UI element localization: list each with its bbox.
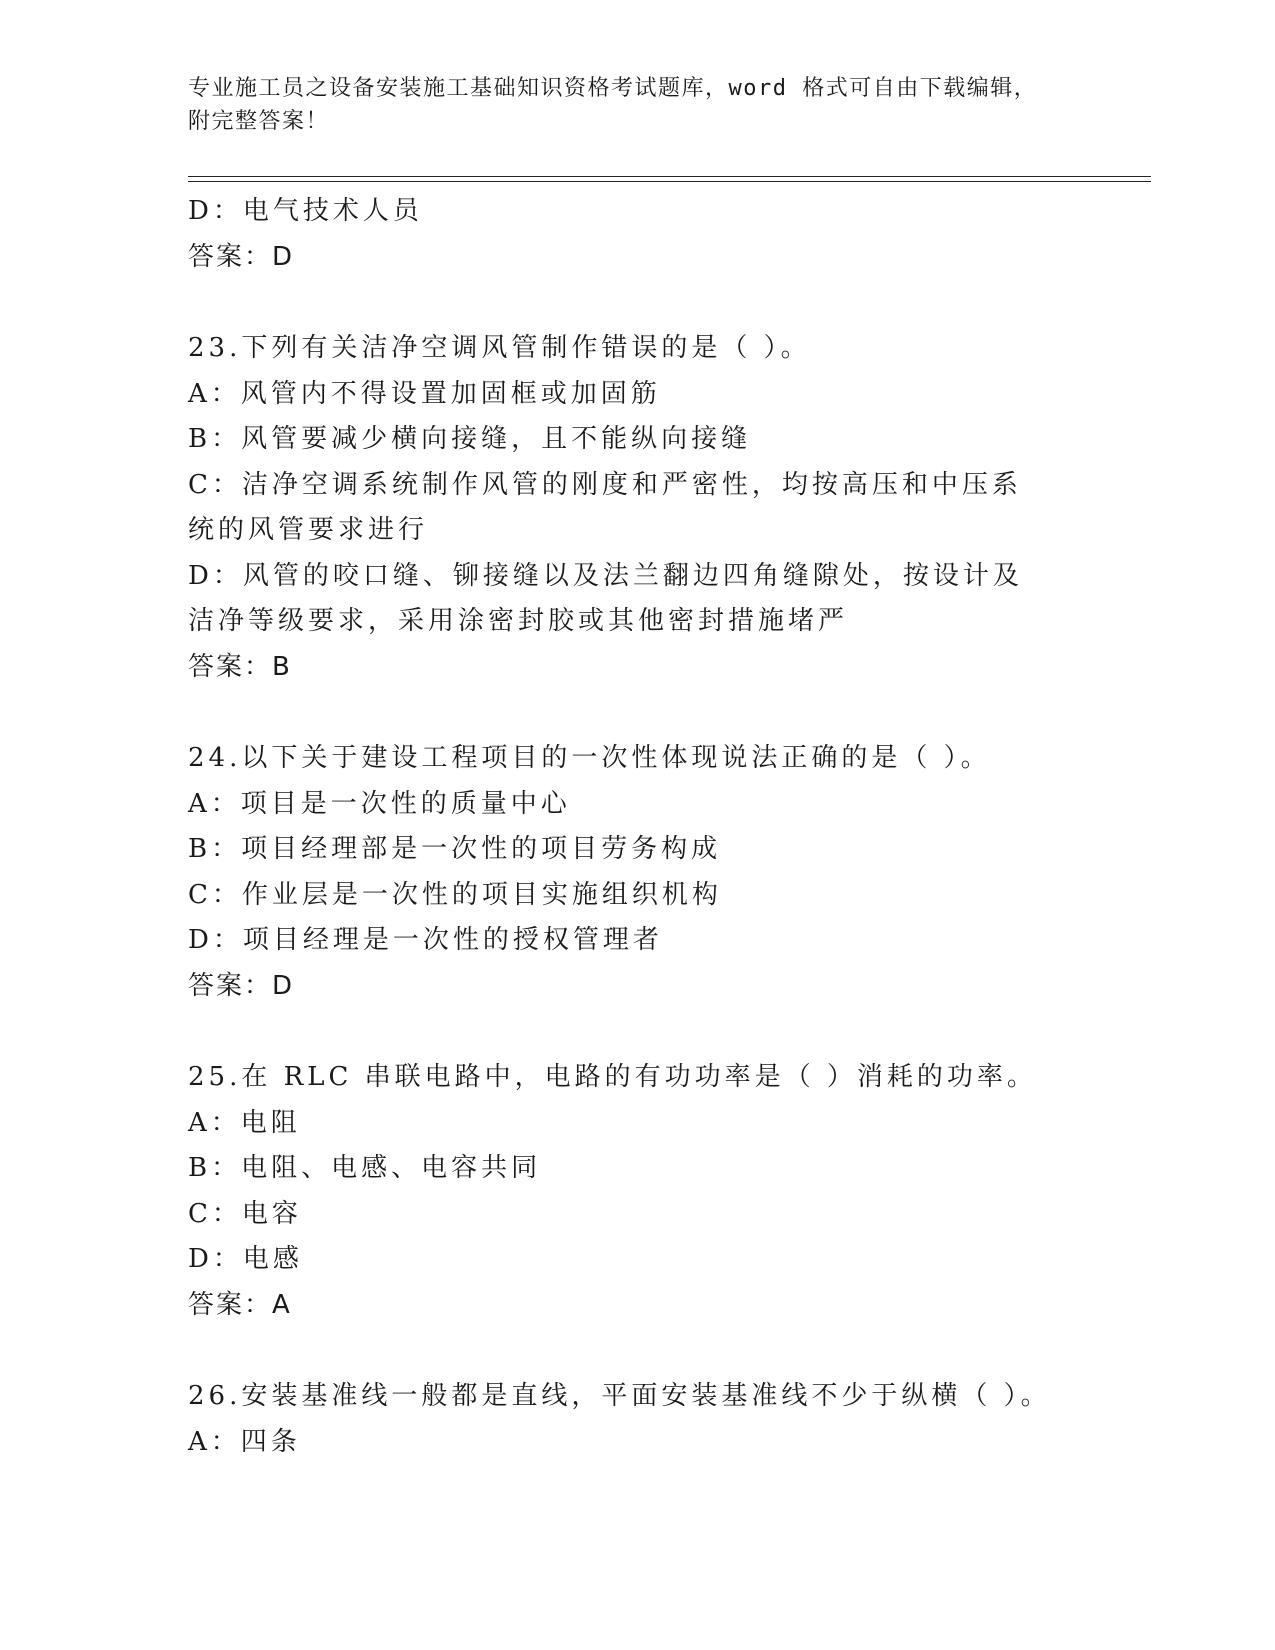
answer-label: 答案：	[188, 970, 273, 1001]
question-25	[188, 1055, 1088, 1328]
option-a: A：电阻	[188, 1107, 301, 1138]
option-a: A：四条	[188, 1426, 301, 1457]
document-header	[188, 72, 1068, 138]
answer-label: 答案：	[188, 651, 273, 682]
option-d: D：项目经理是一次性的授权管理者	[188, 925, 663, 955]
question-23	[188, 326, 1088, 690]
question-stem: 26.安装基准线一般都是直线，平面安装基准线不少于纵横（ ）。	[188, 1381, 1051, 1411]
answer-line	[188, 645, 1088, 691]
answer-line	[188, 235, 1088, 281]
option-c: C：电容	[188, 1198, 302, 1229]
question-26	[188, 1374, 1088, 1465]
question-stem: 23.下列有关洁净空调风管制作错误的是（ ）。	[188, 333, 811, 363]
answer-value: B	[272, 651, 291, 682]
question-continuation	[188, 189, 1088, 280]
option-b: B：项目经理部是一次性的项目劳务构成	[188, 834, 722, 864]
option-d: D：电气技术人员	[188, 196, 423, 226]
option-d: D：电感	[188, 1244, 303, 1274]
option-b: B：电阻、电感、电容共同	[188, 1153, 542, 1183]
option-c: C：作业层是一次性的项目实施组织机构	[188, 879, 722, 910]
answer-value: D	[272, 970, 294, 1001]
question-stem: 24.以下关于建设工程项目的一次性体现说法正确的是（ ）。	[188, 743, 991, 773]
answer-value: A	[272, 1289, 291, 1320]
answer-label: 答案：	[188, 1289, 273, 1320]
option-c: C：洁净空调系统制作风管的刚度和严密性，均按高压和中压系统的风管要求进行	[188, 469, 1022, 545]
answer-line	[188, 1283, 1088, 1329]
header-divider-top	[188, 176, 1151, 177]
answer-label: 答案：	[188, 241, 273, 272]
question-stem: 25.在 RLC 串联电路中，电路的有功功率是（ ）消耗的功率。	[188, 1062, 1037, 1092]
header-line-1: 专业施工员之设备安装施工基础知识资格考试题库，word 格式可自由下载编辑，	[188, 76, 1038, 101]
question-24	[188, 736, 1088, 1009]
header-line-2: 附完整答案！	[188, 109, 330, 134]
header-divider-bottom	[188, 181, 1151, 182]
option-a: A：项目是一次性的质量中心	[188, 788, 571, 819]
answer-line	[188, 964, 1088, 1010]
answer-value: D	[272, 241, 294, 272]
document-body	[188, 189, 1088, 1465]
option-d: D：风管的咬口缝、铆接缝以及法兰翻边四角缝隙处，按设计及洁净等级要求，采用涂密封胶或其他密封措施堵严	[188, 560, 1023, 636]
option-b: B：风管要减少横向接缝，且不能纵向接缝	[188, 424, 752, 454]
option-a: A：风管内不得设置加固框或加固筋	[188, 378, 661, 409]
